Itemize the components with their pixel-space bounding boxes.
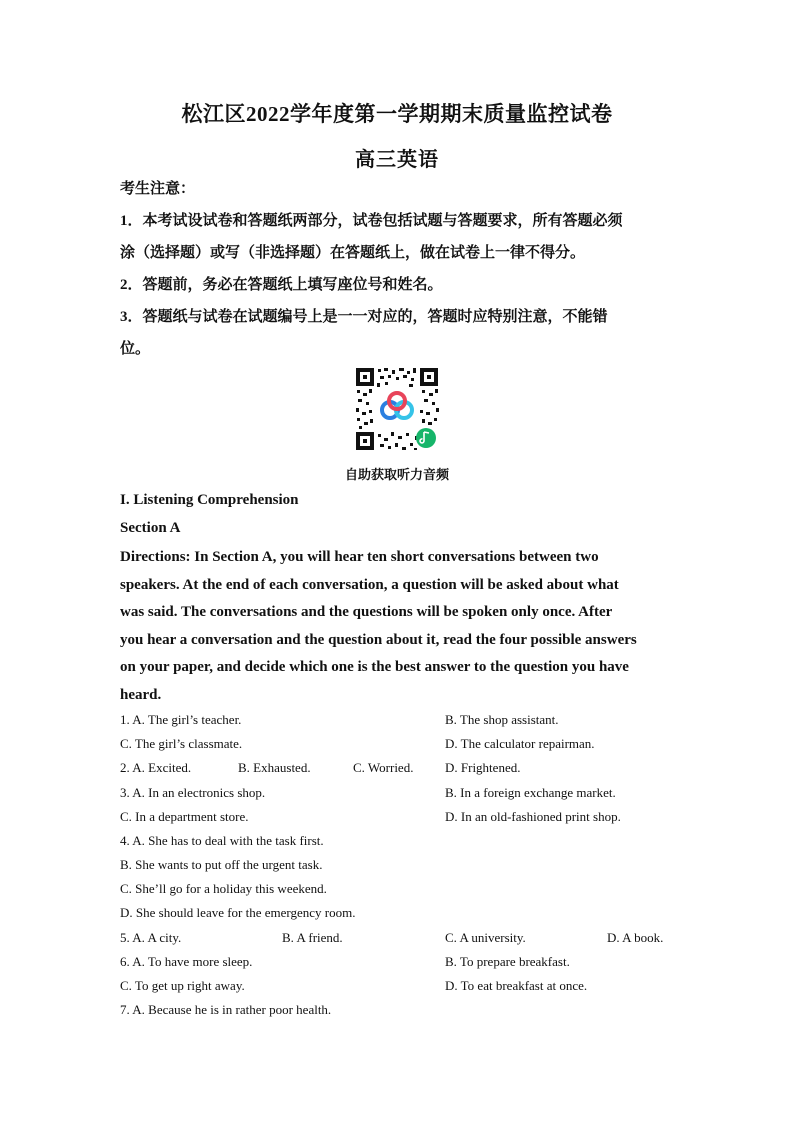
q3-option-b: B. In a foreign exchange market. bbox=[445, 785, 616, 800]
q7-option-a: 7. A. Because he is in rather poor health. bbox=[120, 1002, 332, 1017]
directions-line: speakers. At the end of each conversation, a question will be asked about what bbox=[120, 576, 619, 593]
q4-option-a: 4. A. She has to deal with the task first. bbox=[120, 833, 324, 848]
directions-line: was said. The conversations and the questions will be spoken only once. After bbox=[120, 604, 613, 621]
q4-option-c: C. She’ll go for a holiday this weekend. bbox=[120, 881, 327, 896]
q2-option-c: C. Worried. bbox=[353, 760, 414, 775]
notice-item-1-line-2: 涂（选择题）或写（非选择题）在答题纸上，做在试卷上一律不得分。 bbox=[120, 245, 586, 261]
notice-item-1-line-1: 1．本考试设试卷和答题纸两部分，试卷包括试题与答题要求，所有答题必须 bbox=[120, 213, 623, 229]
q1-option-b: B. The shop assistant. bbox=[445, 712, 559, 727]
directions-line: heard. bbox=[120, 686, 162, 703]
exam-title: 松江区2022学年度第一学期期末质量监控试卷 bbox=[181, 102, 613, 126]
q6-option-d: D. To eat breakfast at once. bbox=[445, 978, 588, 993]
q2-option-a: 2. A. Excited. bbox=[120, 760, 192, 775]
qr-caption: 自助获取听力音频 bbox=[344, 467, 449, 482]
q3-option-c: C. In a department store. bbox=[120, 809, 249, 824]
section-heading: Section A bbox=[120, 520, 181, 536]
exam-subtitle: 高三英语 bbox=[355, 149, 439, 171]
directions bbox=[120, 544, 680, 710]
q6-option-b: B. To prepare breakfast. bbox=[445, 954, 570, 969]
part-heading: I. Listening Comprehension bbox=[120, 492, 299, 508]
q1-option-d: D. The calculator repairman. bbox=[445, 736, 595, 751]
q4-option-b: B. She wants to put off the urgent task. bbox=[120, 857, 323, 872]
q2-option-d: D. Frightened. bbox=[445, 760, 521, 775]
notice-heading: 考生注意： bbox=[120, 181, 196, 197]
qr-code-icon[interactable] bbox=[354, 366, 440, 452]
q5-option-b: B. A friend. bbox=[282, 930, 343, 945]
q6-option-c: C. To get up right away. bbox=[120, 978, 245, 993]
notice-item-3-line-1: 3．答题纸与试卷在试题编号上是一一对应的，答题时应特别注意，不能错 bbox=[120, 309, 608, 325]
notice-item-3-line-2: 位。 bbox=[120, 341, 151, 357]
directions-line: on your paper, and decide which one is the best answer to the question you have bbox=[120, 659, 629, 676]
directions-line: you hear a conversation and the question about it, read the four possible answers bbox=[120, 631, 637, 648]
notice-block bbox=[120, 173, 680, 365]
q3-option-a: 3. A. In an electronics shop. bbox=[120, 785, 266, 800]
q3-option-d: D. In an old-fashioned print shop. bbox=[445, 809, 621, 824]
notice-item-2: 2．答题前，务必在答题纸上填写座位号和姓名。 bbox=[120, 277, 443, 293]
q1-option-c: C. The girl’s classmate. bbox=[120, 736, 243, 751]
q5-option-a: 5. A. A city. bbox=[120, 930, 182, 945]
q4-option-d: D. She should leave for the emergency room. bbox=[120, 905, 356, 920]
q1-option-a: 1. A. The girl’s teacher. bbox=[120, 712, 242, 727]
directions-line: Directions: In Section A, you will hear ten short conversations between two bbox=[120, 549, 599, 565]
q2-option-b: B. Exhausted. bbox=[238, 760, 311, 775]
q5-option-d: D. A book. bbox=[607, 930, 664, 945]
q6-option-a: 6. A. To have more sleep. bbox=[120, 954, 253, 969]
q5-option-c: C. A university. bbox=[445, 930, 526, 945]
